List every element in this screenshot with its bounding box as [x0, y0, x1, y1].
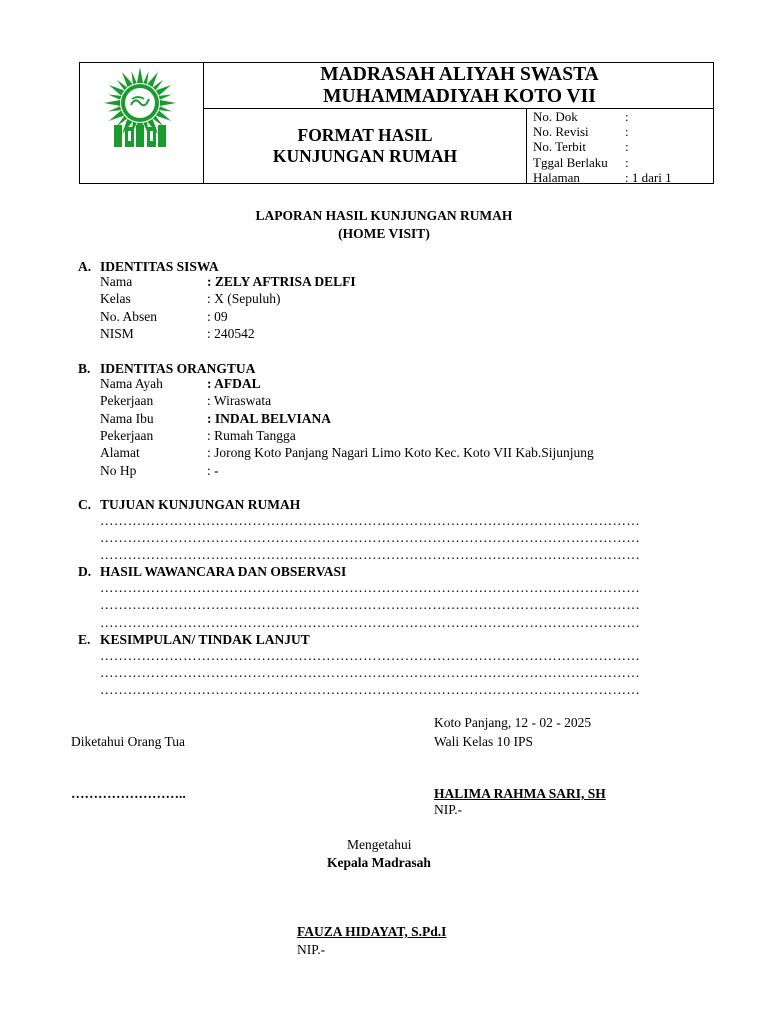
field-value: : ZELY AFTRISA DELFI — [207, 274, 356, 289]
doc-info-value: : — [625, 124, 629, 140]
field-phone — [100, 463, 219, 479]
field-nism — [100, 326, 255, 342]
homeroom-nip: NIP.- — [434, 802, 463, 817]
muhammadiyah-logo-icon — [90, 65, 190, 170]
dotted-fill-line: ……………………………………………………………………………………………………… — [100, 530, 641, 545]
field-value: : 09 — [207, 309, 228, 324]
doc-info-row — [533, 155, 672, 170]
section-c-heading — [78, 497, 300, 513]
doc-info-label: No. Terbit — [533, 139, 587, 155]
field-label: No Hp — [100, 463, 137, 478]
acknowledge-label: Mengetahui — [347, 837, 412, 852]
section-letter: A. — [78, 259, 92, 274]
dotted-fill-line: ……………………………………………………………………………………………………… — [100, 513, 641, 528]
section-a-heading — [78, 259, 219, 275]
field-label: No. Absen — [100, 309, 157, 324]
section-letter: E. — [78, 632, 91, 647]
field-class — [100, 291, 281, 307]
section-d-heading — [78, 564, 346, 580]
section-letter: D. — [78, 564, 92, 579]
dotted-fill-line: ……………………………………………………………………………………………………… — [100, 547, 641, 562]
doc-info-row — [533, 124, 672, 139]
section-title: HASIL WAWANCARA DAN OBSERVASI — [100, 564, 347, 579]
format-title-line1: FORMAT HASIL — [297, 125, 433, 145]
field-value: : 240542 — [207, 326, 255, 341]
field-value: : Rumah Tangga — [207, 428, 296, 443]
headmaster-nip: NIP.- — [297, 942, 326, 957]
section-title: TUJUAN KUNJUNGAN RUMAH — [100, 497, 301, 512]
field-absen — [100, 309, 228, 325]
field-student-name — [100, 274, 356, 290]
field-value: : Jorong Koto Panjang Nagari Limo Koto Kec. Koto VII Kab.Sijunjung — [207, 445, 594, 460]
format-title — [204, 125, 526, 167]
doc-info-label: No. Dok — [533, 109, 578, 124]
school-name-line2: MUHAMMADIYAH KOTO VII — [323, 86, 596, 107]
field-address — [100, 445, 594, 461]
report-title-line2: (HOME VISIT) — [338, 226, 430, 241]
field-mother-job — [100, 428, 296, 444]
field-label: Alamat — [100, 445, 140, 460]
field-father-name — [100, 376, 261, 392]
field-label: Nama Ibu — [100, 411, 154, 426]
section-title: IDENTITAS ORANGTUA — [100, 361, 256, 376]
doc-info-row — [533, 139, 672, 154]
homeroom-teacher-name: HALIMA RAHMA SARI, SH — [434, 786, 606, 801]
section-title: IDENTITAS SISWA — [100, 259, 219, 274]
document-header — [79, 62, 714, 184]
field-label: Kelas — [100, 291, 131, 306]
doc-info-row — [533, 109, 672, 124]
dotted-fill-line: ……………………………………………………………………………………………………… — [100, 648, 641, 663]
headmaster-role: Kepala Madrasah — [327, 855, 431, 870]
section-title: KESIMPULAN/ TINDAK LANJUT — [100, 632, 310, 647]
report-title — [0, 207, 768, 243]
dotted-fill-line: ……………………………………………………………………………………………………… — [100, 682, 641, 697]
doc-info-value: : — [625, 109, 629, 124]
headmaster-name: FAUZA HIDAYAT, S.Pd.I — [297, 924, 447, 939]
field-label: Nama Ayah — [100, 376, 163, 391]
dotted-fill-line: ……………………………………………………………………………………………………… — [100, 580, 641, 595]
field-label: Nama — [100, 274, 133, 289]
dotted-fill-line: ……………………………………………………………………………………………………… — [100, 597, 641, 612]
field-label: Pekerjaan — [100, 428, 154, 443]
dotted-fill-line: ……………………………………………………………………………………………………… — [100, 665, 641, 680]
doc-info-value: : — [625, 154, 629, 170]
school-name-line1: MADRASAH ALIYAH SWASTA — [320, 64, 599, 85]
section-letter: B. — [78, 361, 91, 376]
divider — [526, 108, 527, 183]
doc-info-label: No. Revisi — [533, 124, 589, 140]
field-value: : X (Sepuluh) — [207, 291, 281, 306]
field-value: : Wiraswata — [207, 393, 272, 408]
report-title-line1: LAPORAN HASIL KUNJUNGAN RUMAH — [255, 208, 513, 223]
field-value: : - — [207, 463, 219, 478]
field-mother-name — [100, 411, 331, 427]
field-value: : INDAL BELVIANA — [207, 411, 332, 426]
section-b-heading — [78, 361, 255, 377]
doc-info — [533, 109, 672, 185]
doc-info-label: Halaman — [533, 169, 580, 185]
place-date: Koto Panjang, 12 - 02 - 2025 — [434, 715, 592, 730]
field-label: NISM — [100, 326, 134, 341]
field-value: : AFDAL — [207, 376, 261, 391]
doc-info-value: : — [625, 139, 629, 155]
format-title-line2: KUNJUNGAN RUMAH — [272, 146, 458, 166]
section-e-heading — [78, 632, 310, 648]
doc-info-value: : 1 dari 1 — [625, 169, 672, 185]
homeroom-role: Wali Kelas 10 IPS — [434, 734, 534, 749]
doc-info-label: Tggal Berlaku — [533, 154, 608, 170]
section-letter: C. — [78, 497, 92, 512]
parent-signature-line: …………………….. — [71, 786, 186, 801]
field-label: Pekerjaan — [100, 393, 154, 408]
doc-info-row — [533, 170, 672, 185]
field-father-job — [100, 393, 271, 409]
dotted-fill-line: ……………………………………………………………………………………………………… — [100, 615, 641, 630]
school-name — [204, 63, 715, 109]
parent-role: Diketahui Orang Tua — [71, 734, 185, 749]
